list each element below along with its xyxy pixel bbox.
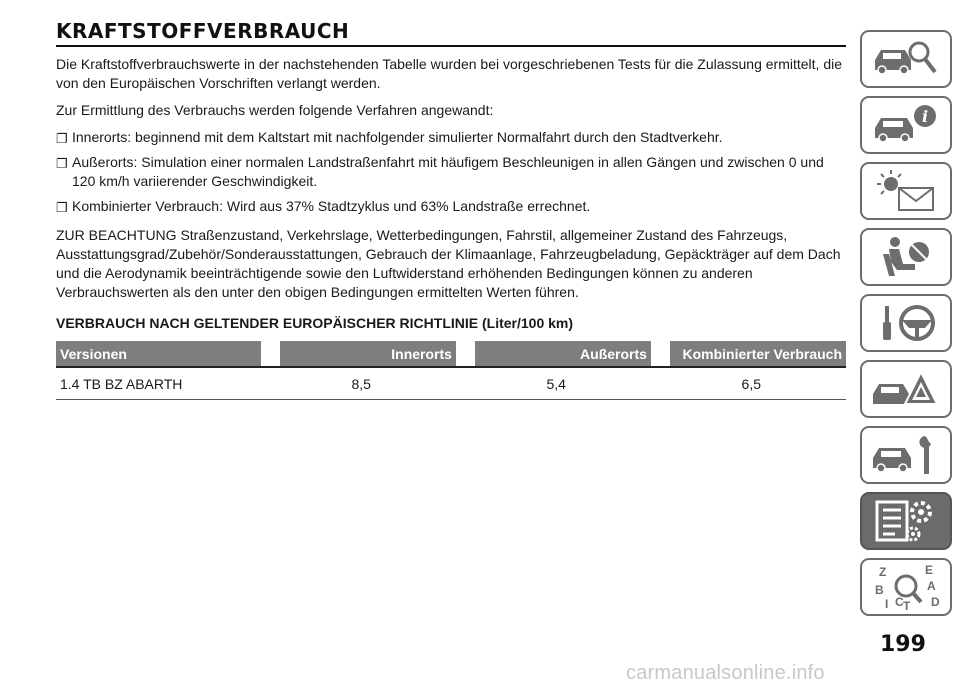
checkbox-bullet-icon: ❐ xyxy=(56,200,68,215)
table-title: VERBRAUCH NACH GELTENDER EUROPÄISCHER RICHTLINIE (Liter/100 km) xyxy=(56,315,574,331)
list-item xyxy=(56,197,846,216)
cell-spacer xyxy=(651,366,670,400)
consumption-table xyxy=(56,341,846,400)
watermark: carmanualsonline.info xyxy=(626,662,825,684)
svg-text:B: B xyxy=(875,583,884,597)
car-maintenance-icon xyxy=(869,430,943,480)
list-item-text: Kombinierter Verbrauch: Wird aus 37% Stadtzyklus und 63% Landstraße errechnet. xyxy=(72,198,591,214)
cell-spacer xyxy=(456,366,475,400)
table-row xyxy=(56,366,846,400)
table-header-row xyxy=(56,341,846,366)
page-content xyxy=(56,18,846,400)
svg-text:i: i xyxy=(921,107,929,126)
column-spacer xyxy=(261,341,280,366)
car-search-icon xyxy=(869,34,943,84)
cell-urban: 8,5 xyxy=(280,366,456,400)
chapter-tab-warning-lights[interactable] xyxy=(860,162,952,220)
intro-paragraph: Die Kraftstoffverbrauchswerte in der nachstehenden Tabelle wurden bei vorgeschriebenen Tests für die Zulassung ermittelt, die von den Europäischen Vorschriften verlangt werden. xyxy=(56,56,843,91)
procedure-list xyxy=(56,128,846,216)
procedures-intro: Zur Ermittlung des Verbrauchs werden folgende Verfahren angewandt: xyxy=(56,102,494,118)
column-header-extra-urban: Außerorts xyxy=(475,341,651,366)
technical-data-icon xyxy=(869,496,943,546)
svg-text:C: C xyxy=(895,595,904,609)
list-item xyxy=(56,153,846,191)
chapter-tab-safety[interactable] xyxy=(860,228,952,286)
svg-text:A: A xyxy=(927,579,936,593)
list-item-text: Außerorts: Simulation einer normalen Landstraßenfahrt mit häufigem Beschleunigen in allen Gängen und zwischen 0 und 120 km/h variierender Geschwindigkeit. xyxy=(72,154,824,189)
list-item xyxy=(56,128,846,147)
title-underline xyxy=(56,45,846,47)
chapter-tab-emergency[interactable] xyxy=(860,360,952,418)
alphabetical-index-icon xyxy=(869,562,943,612)
cell-version: 1.4 TB BZ ABARTH xyxy=(56,366,261,400)
cell-spacer xyxy=(261,366,280,400)
cell-combined: 6,5 xyxy=(670,366,846,400)
column-header-urban: Innerorts xyxy=(280,341,456,366)
cell-extra-urban: 5,4 xyxy=(475,366,651,400)
key-steering-wheel-icon xyxy=(869,298,943,348)
svg-text:D: D xyxy=(931,595,940,609)
checkbox-bullet-icon: ❐ xyxy=(56,131,68,146)
column-spacer xyxy=(651,341,670,366)
svg-text:E: E xyxy=(925,563,934,577)
chapter-tab-knowing-car[interactable] xyxy=(860,96,952,154)
svg-text:Z: Z xyxy=(879,565,887,579)
column-header-combined: Kombinierter Verbrauch xyxy=(670,341,846,366)
svg-text:I: I xyxy=(885,597,889,611)
column-spacer xyxy=(456,341,475,366)
chapter-tab-technical-data[interactable] xyxy=(860,492,952,550)
chapter-tabs xyxy=(860,30,952,624)
car-info-icon xyxy=(869,100,943,150)
chapter-tab-starting-driving[interactable] xyxy=(860,294,952,352)
page-title: KRAFTSTOFFVERBRAUCH xyxy=(56,19,350,43)
chapter-tab-dashboard[interactable] xyxy=(860,30,952,88)
note-paragraph: ZUR BEACHTUNG Straßenzustand, Verkehrslage, Wetterbedingungen, Fahrstil, allgemeiner Zustand des Fahrzeugs, Ausstattungsgrad/Zubehör/Sonderausstattungen, Gebrauch der Klimaanlage, Fahrzeugbeladung, Gepäckträger auf dem Dach und die Aerodynamik beeinträchtigende sowie den Luftwiderstand erhöhenden Bedingungen können zu anderen Verbrauchswerten als den unter den obigen Bedingungen ermittelten Werten führen. xyxy=(56,227,841,300)
chapter-tab-maintenance[interactable] xyxy=(860,426,952,484)
checkbox-bullet-icon: ❐ xyxy=(56,156,68,171)
car-breakdown-warning-icon xyxy=(869,364,943,414)
chapter-tab-index[interactable] xyxy=(860,558,952,616)
page-number: 199 xyxy=(880,632,926,657)
column-header-versions: Versionen xyxy=(56,341,261,366)
warning-light-message-icon xyxy=(869,166,943,216)
svg-text:T: T xyxy=(903,599,911,612)
list-item-text: Innerorts: beginnend mit dem Kaltstart mit nachfolgender simulierter Normalfahrt durch den Stadtverkehr. xyxy=(72,129,723,145)
airbag-seat-icon xyxy=(869,232,943,282)
